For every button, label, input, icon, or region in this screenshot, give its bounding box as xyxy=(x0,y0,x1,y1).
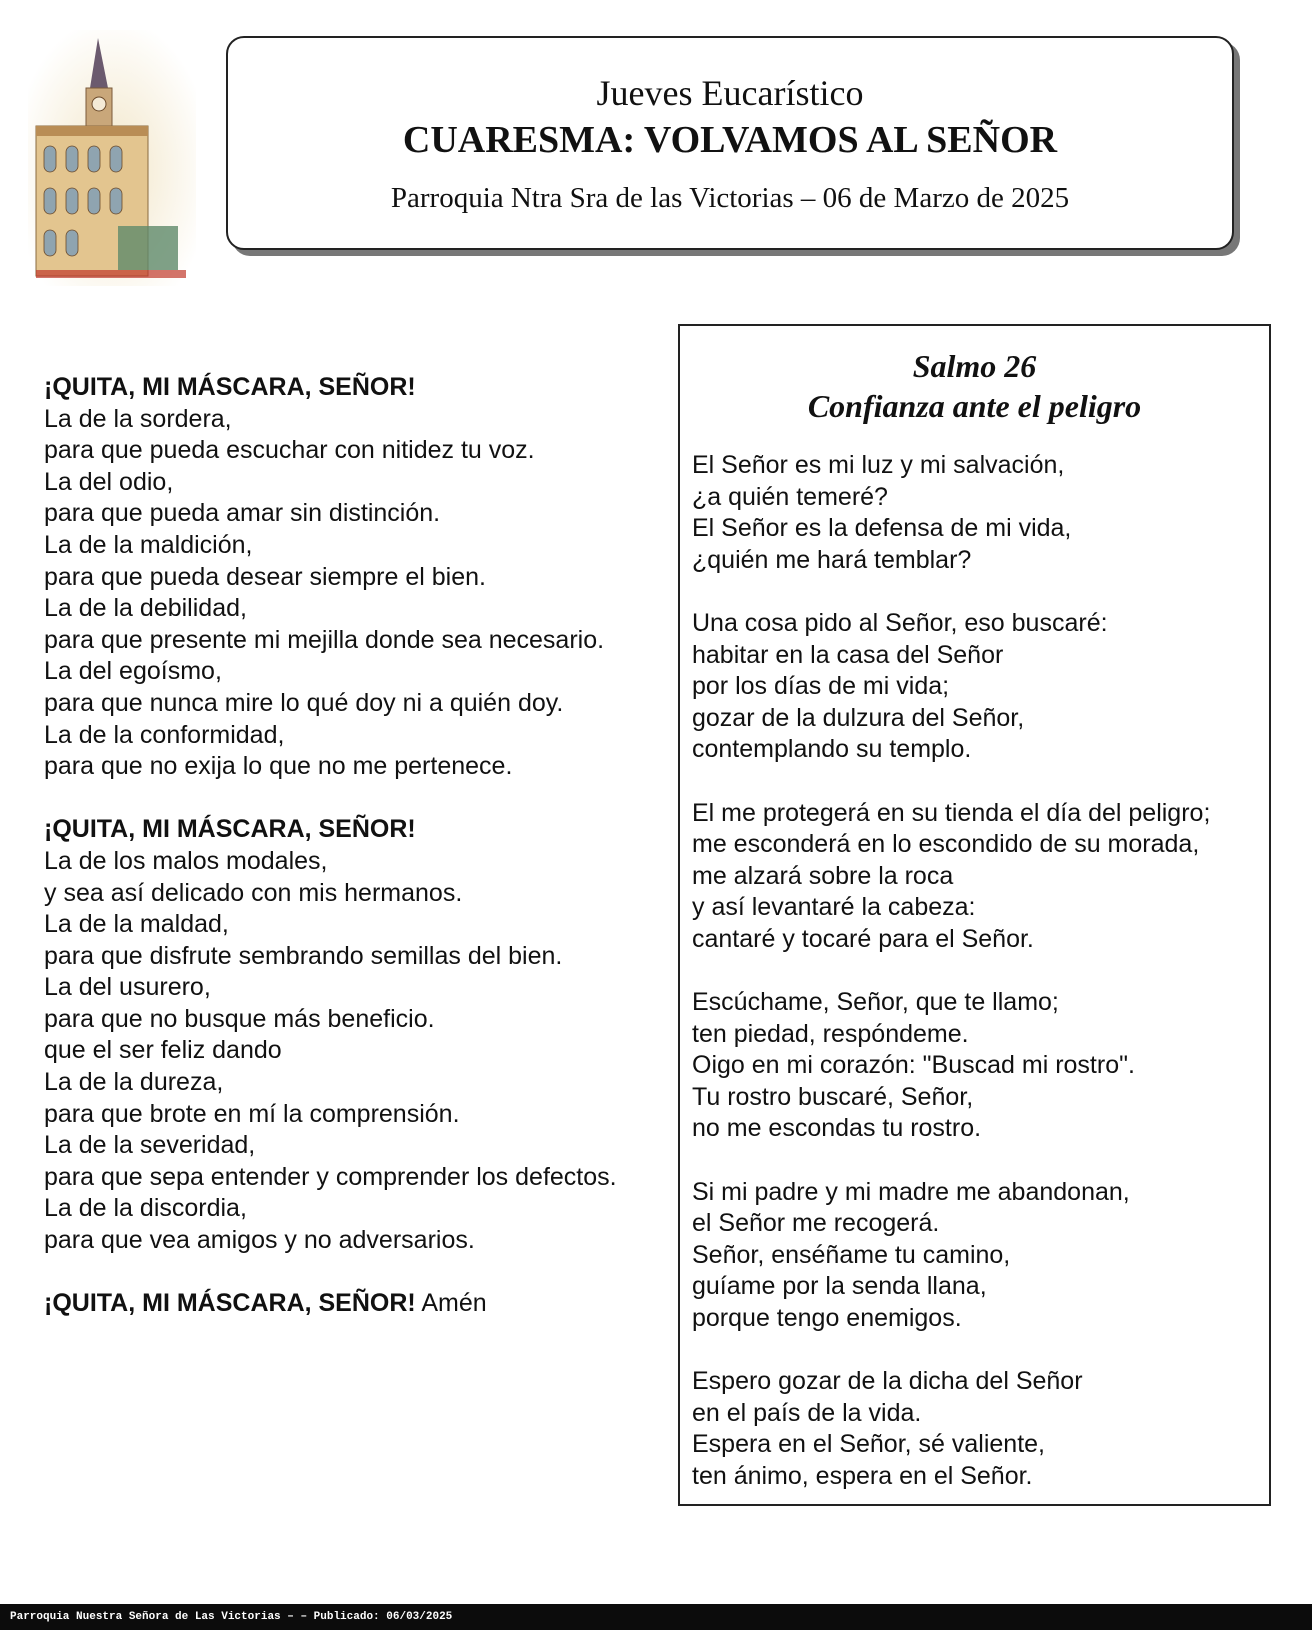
psalm-subtitle: Confianza ante el peligro xyxy=(807,388,1142,424)
prayer-closing-line xyxy=(44,1288,684,1320)
prayer-line: para que disfrute sembrando semillas del bien. xyxy=(44,941,563,970)
psalm-line: no me escondas tu rostro. xyxy=(692,1114,982,1143)
psalm-line: porque tengo enemigos. xyxy=(692,1304,962,1333)
prayer-line: La de la debilidad, xyxy=(44,594,247,623)
prayer-line: para que pueda amar sin distinción. xyxy=(44,499,441,528)
prayer-line: La de la maldición, xyxy=(44,530,253,559)
prayer-line: para que presente mi mejilla donde sea necesario. xyxy=(44,625,605,654)
psalm-line: y así levantaré la cabeza: xyxy=(692,893,976,922)
prayer-line: La de la discordia, xyxy=(44,1194,247,1223)
prayer-line: La de la maldad, xyxy=(44,910,229,939)
prayer-line: La del odio, xyxy=(44,467,174,496)
prayer-line: La de la sordera, xyxy=(44,404,232,433)
prayer-amen: Amén xyxy=(421,1289,487,1318)
prayer-line: La de la dureza, xyxy=(44,1068,224,1097)
psalm-line: Tu rostro buscaré, Señor, xyxy=(692,1082,974,1111)
prayer-line: La del egoísmo, xyxy=(44,657,222,686)
prayer-line: que el ser feliz dando xyxy=(44,1036,282,1065)
psalm-line: en el país de la vida. xyxy=(692,1398,922,1427)
prayer-line: para que vea amigos y no adversarios. xyxy=(44,1226,475,1255)
prayer-line: para que sepa entender y comprender los defectos. xyxy=(44,1162,617,1191)
prayer-line: para que nunca mire lo qué doy ni a quién doy. xyxy=(44,688,564,717)
prayer-line: La de la conformidad, xyxy=(44,720,285,749)
psalm-line: ten ánimo, espera en el Señor. xyxy=(692,1462,1033,1490)
psalm-line: Señor, enséñame tu camino, xyxy=(692,1240,1011,1269)
psalm-line: guíame por la senda llana, xyxy=(692,1272,987,1301)
psalm-line: gozar de la dulzura del Señor, xyxy=(692,703,1025,732)
psalm-line: cantaré y tocaré para el Señor. xyxy=(692,924,1034,953)
psalm-line: contemplando su templo. xyxy=(692,735,972,764)
prayer-refrain: ¡QUITA, MI MÁSCARA, SEÑOR! xyxy=(44,815,416,844)
psalm-box xyxy=(678,324,1271,1506)
psalm-line: Una cosa pido al Señor, eso buscaré: xyxy=(692,608,1108,637)
psalm-body xyxy=(692,450,1272,1493)
parish-date: Parroquia Ntra Sra de las Victorias – 06 de Marzo de 2025 xyxy=(390,182,1070,214)
footer-text: Parroquia Nuestra Señora de Las Victorias – – Publicado: 06/03/2025 xyxy=(10,1611,453,1623)
psalm-line: El me protegerá en su tienda el día del peligro; xyxy=(692,798,1211,827)
psalm-heading xyxy=(680,346,1269,426)
prayer-refrain: ¡QUITA, MI MÁSCARA, SEÑOR! xyxy=(44,373,416,401)
psalm-line: El Señor es la defensa de mi vida, xyxy=(692,514,1072,543)
prayer-line: La de los malos modales, xyxy=(44,846,328,875)
psalm-line: Oigo en mi corazón: "Buscad mi rostro". xyxy=(692,1051,1135,1080)
psalm-line: Escúchame, Señor, que te llamo; xyxy=(692,988,1059,1017)
church-building-illustration xyxy=(28,30,196,286)
prayer-line: para que pueda desear siempre el bien. xyxy=(44,562,486,591)
psalm-line: El Señor es mi luz y mi salvación, xyxy=(692,451,1065,479)
psalm-line: el Señor me recogerá. xyxy=(692,1209,940,1238)
psalm-line: Espero gozar de la dicha del Señor xyxy=(692,1367,1083,1396)
prayer-line: para que brote en mí la comprensión. xyxy=(44,1099,460,1128)
page-title: CUARESMA: VOLVAMOS AL SEÑOR xyxy=(402,119,1058,161)
psalm-line: ¿a quién temeré? xyxy=(692,482,888,511)
prayer-line: y sea así delicado con mis hermanos. xyxy=(44,878,463,907)
psalm-line: por los días de mi vida; xyxy=(692,672,950,701)
psalm-line: Espera en el Señor, sé valiente, xyxy=(692,1430,1046,1459)
prayer-line: La del usurero, xyxy=(44,973,211,1002)
psalm-line: ¿quién me hará temblar? xyxy=(692,545,972,574)
psalm-line: Si mi padre y mi madre me abandonan, xyxy=(692,1177,1130,1206)
psalm-title: Salmo 26 xyxy=(912,348,1037,384)
psalm-line: me esconderá en lo escondido de su morada, xyxy=(692,830,1200,859)
prayer-line: para que pueda escuchar con nitidez tu voz. xyxy=(44,436,535,465)
psalm-line: ten piedad, respóndeme. xyxy=(692,1019,969,1048)
header-subtitle: Jueves Eucarístico xyxy=(596,73,864,113)
prayer-line: para que no exija lo que no me pertenece. xyxy=(44,752,513,781)
prayer-line: para que no busque más beneficio. xyxy=(44,1004,435,1033)
psalm-line: habitar en la casa del Señor xyxy=(692,640,1004,669)
prayer-text xyxy=(44,372,684,1320)
footer-bar xyxy=(0,1604,1312,1630)
psalm-line: me alzará sobre la roca xyxy=(692,861,954,890)
prayer-refrain: ¡QUITA, MI MÁSCARA, SEÑOR! xyxy=(44,1289,416,1318)
prayer-line: La de la severidad, xyxy=(44,1131,256,1160)
header-box xyxy=(226,36,1234,250)
